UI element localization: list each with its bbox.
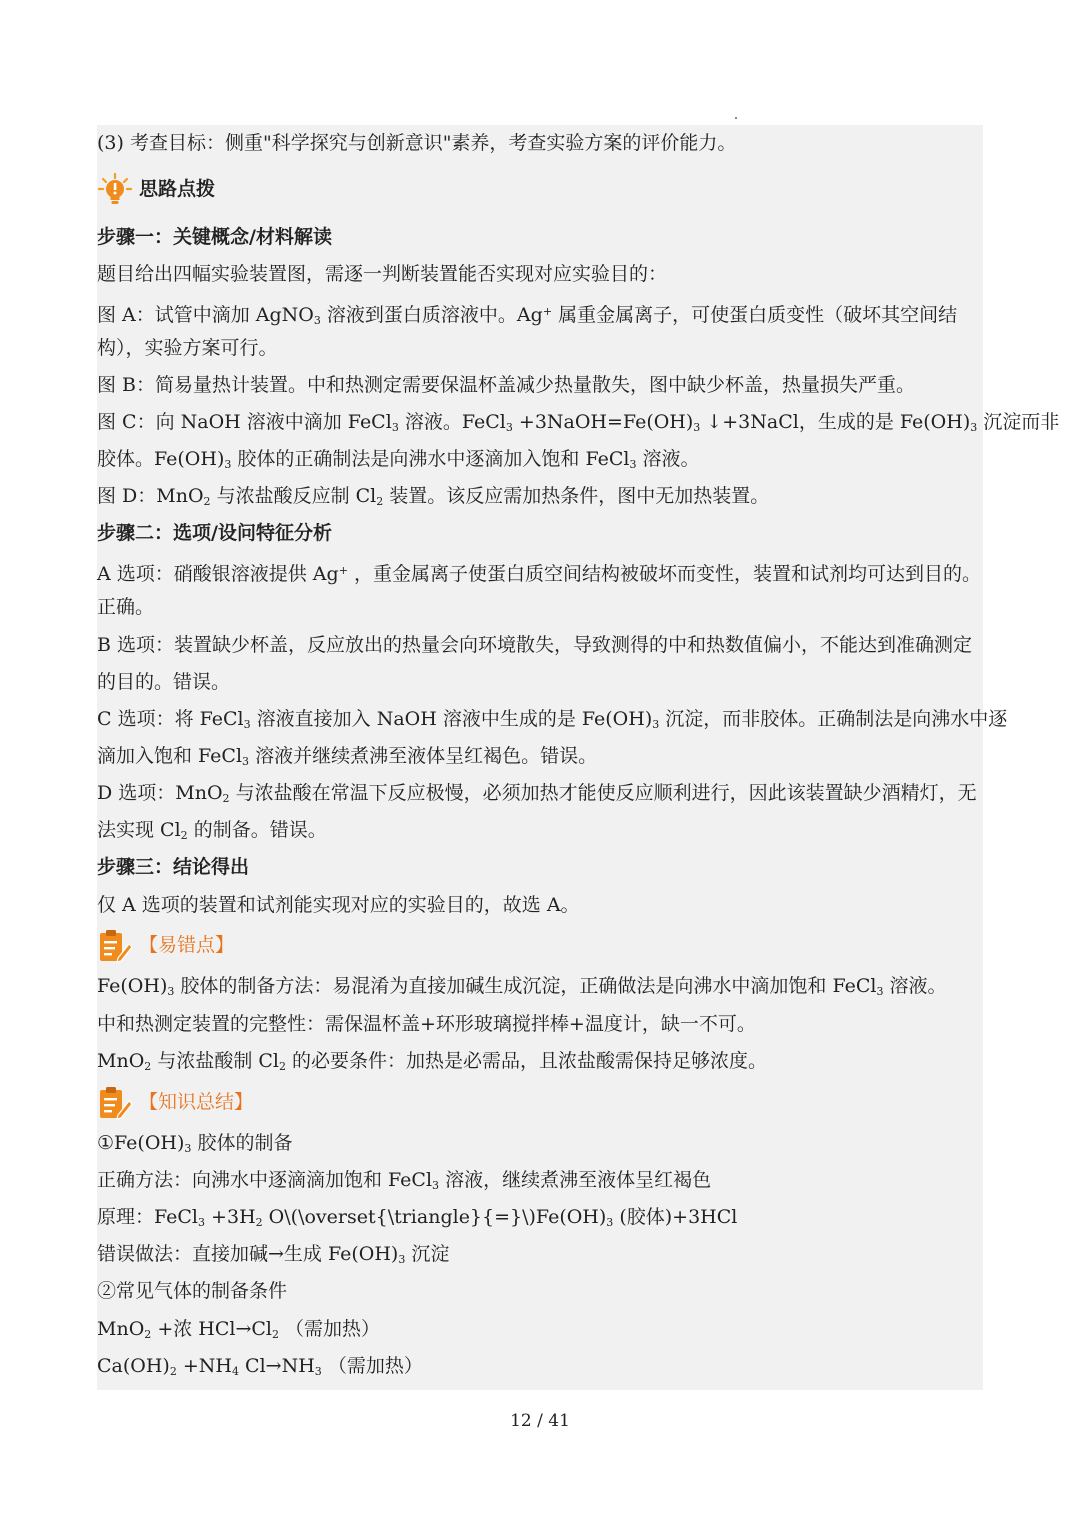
text-segment: 与浓盐酸在常温下反应极慢，必须加热才能使反应顺利进行，因此该装置缺少酒精灯，无 — [229, 782, 977, 804]
text-line — [97, 775, 983, 812]
text-segment: 步骤一：关键概念/材料解读 — [97, 226, 332, 248]
text-segment: +浓 HCl→Cl — [151, 1318, 272, 1340]
text-segment: A 选项：硝酸银溶液提供 Ag — [97, 563, 339, 585]
stray-dot — [735, 117, 737, 119]
text-line — [97, 125, 983, 162]
text-segment: D 选项：MnO — [97, 782, 223, 804]
text-segment: 3 — [167, 985, 175, 998]
text-segment: +NH — [176, 1355, 232, 1377]
text-segment: 2 — [272, 1328, 279, 1341]
text-segment: 3 — [398, 1253, 406, 1266]
text-segment: ②常见气体的制备条件 — [97, 1280, 288, 1302]
section-heading-label: 【易错点】 — [139, 934, 235, 956]
text-line — [97, 589, 983, 626]
text-segment: + — [542, 305, 553, 318]
text-segment: ①Fe(OH) — [97, 1132, 185, 1154]
text-segment: 正确方法：向沸水中逐滴滴加饱和 FeCl — [97, 1169, 433, 1191]
text-line — [97, 1125, 983, 1162]
section-heading — [97, 171, 983, 208]
text-segment: 胶体的制备方法：易混淆为直接加碱生成沉淀，正确做法是向沸水中滴加饱和 FeCl — [174, 975, 877, 997]
text-segment: 3 — [652, 718, 660, 731]
text-segment: O\(\overset{\triangle}{=}\)Fe(OH) — [262, 1206, 607, 1228]
text-line — [97, 701, 1008, 738]
text-line — [97, 1006, 983, 1043]
text-segment: 3 — [606, 1216, 614, 1229]
text-segment: 滴加入饱和 FeCl — [97, 745, 243, 767]
text-segment: 错误做法：直接加碱→生成 Fe(OH) — [97, 1243, 399, 1265]
text-segment: 图 D：MnO — [97, 485, 204, 507]
text-segment: 正确。 — [97, 596, 155, 618]
text-line — [97, 968, 983, 1005]
text-segment: 3 — [242, 755, 250, 768]
text-segment: 与浓盐酸反应制 Cl — [210, 485, 377, 507]
text-segment: 3 — [505, 421, 513, 434]
text-segment: 的必要条件：加热是必需品，且浓盐酸需保持足够浓度。 — [285, 1050, 768, 1072]
text-line — [97, 1236, 983, 1273]
text-line — [97, 738, 983, 775]
text-segment: 溶液到蛋白质溶液中。Ag — [320, 304, 543, 326]
text-line — [97, 552, 983, 589]
text-line — [97, 812, 983, 849]
text-segment: （需加热） — [279, 1318, 381, 1340]
text-segment: 中和热测定装置的完整性：需保温杯盖+环形玻璃搅拌棒+温度计，缺一不可。 — [97, 1013, 756, 1035]
text-segment: （需加热） — [321, 1355, 423, 1377]
section-heading — [97, 1084, 983, 1121]
text-segment: 3 — [876, 985, 884, 998]
text-line — [97, 887, 983, 924]
text-segment: 3 — [198, 1216, 206, 1229]
text-segment: C 选项：将 FeCl — [97, 708, 244, 730]
text-segment: +3H — [205, 1206, 256, 1228]
text-segment: + — [338, 564, 348, 577]
section-heading-label: 【知识总结】 — [139, 1091, 254, 1113]
text-segment: 3 — [391, 421, 399, 434]
text-segment: B 选项：装置缺少杯盖，反应放出的热量会向环境散失，导致测得的中和热数值偏小，不能达到准确测定 — [97, 634, 973, 656]
text-segment: 3 — [314, 1365, 322, 1378]
text-segment: 3 — [970, 421, 978, 434]
text-segment: 2 — [144, 1328, 152, 1341]
text-segment: 图 A：试管中滴加 AgNO — [97, 304, 314, 326]
text-segment: 的目的。错误。 — [97, 671, 231, 693]
text-segment: 溶液直接加入 NaOH 溶液中生成的是 Fe(OH) — [250, 708, 653, 730]
text-segment: 胶体。Fe(OH) — [97, 448, 225, 470]
text-segment: 3 — [313, 314, 321, 327]
text-segment: 仅 A 选项的装置和试剂能实现对应的实验目的，故选 A。 — [97, 894, 580, 916]
text-segment: 2 — [255, 1216, 263, 1229]
text-line — [97, 441, 983, 478]
text-segment: 溶液。 — [883, 975, 947, 997]
notepad-pencil-icon — [97, 1085, 133, 1121]
text-segment: 3 — [224, 458, 232, 471]
text-line — [97, 293, 983, 330]
text-segment: 溶液。FeCl — [398, 411, 506, 433]
text-segment: ↓+3NaCl，生成的是 Fe(OH) — [700, 411, 971, 433]
text-segment: 2 — [222, 792, 230, 805]
text-segment: 2 — [278, 1060, 286, 1073]
text-segment: (胶体)+3HCl — [613, 1206, 738, 1228]
text-segment: 法实现 Cl — [97, 819, 181, 841]
text-line — [97, 404, 1060, 441]
text-segment: 与浓盐酸制 Cl — [151, 1050, 279, 1072]
text-segment: 胶体的正确制法是向沸水中逐滴加入饱和 FeCl — [231, 448, 630, 470]
text-segment: 3 — [243, 718, 251, 731]
section-heading-label: 思路点拨 — [139, 178, 216, 200]
text-segment: 溶液，继续煮沸至液体呈红褐色 — [439, 1169, 712, 1191]
notepad-pencil-icon — [97, 928, 133, 964]
text-segment: 3 — [629, 458, 637, 471]
text-segment: 2 — [203, 495, 211, 508]
step-heading — [97, 849, 983, 886]
text-segment: 构），实验方案可行。 — [97, 337, 278, 359]
text-segment: 3 — [184, 1142, 192, 1155]
text-line — [97, 1043, 983, 1080]
step-heading — [97, 515, 983, 552]
text-line — [97, 256, 983, 293]
text-line — [97, 1348, 983, 1385]
text-line — [97, 478, 983, 515]
text-segment: 图 C：向 NaOH 溶液中滴加 FeCl — [97, 411, 392, 433]
text-segment: 3 — [432, 1179, 440, 1192]
text-line — [97, 1199, 983, 1236]
section-heading — [97, 927, 983, 964]
text-segment: Cl→NH — [239, 1355, 315, 1377]
text-segment: 2 — [144, 1060, 152, 1073]
text-segment: 步骤三：结论得出 — [97, 856, 250, 878]
text-segment: MnO — [97, 1318, 145, 1340]
text-line — [97, 627, 983, 664]
text-segment: 3 — [693, 421, 701, 434]
text-segment: 溶液。 — [636, 448, 700, 470]
text-line — [97, 1311, 983, 1348]
text-segment: Fe(OH) — [97, 975, 168, 997]
text-segment: MnO — [97, 1050, 145, 1072]
text-segment: 装置。该反应需加热条件，图中无加热装置。 — [383, 485, 770, 507]
text-segment: 题目给出四幅实验装置图，需逐一判断装置能否实现对应实验目的： — [97, 263, 668, 285]
text-line — [97, 367, 983, 404]
text-segment: 沉淀而非 — [977, 411, 1060, 433]
text-segment: (3) 考查目标：侧重"科学探究与创新意识"素养，考查实验方案的评价能力。 — [97, 132, 737, 154]
text-line — [97, 1162, 983, 1199]
text-segment: 溶液并继续煮沸至液体呈红褐色。错误。 — [249, 745, 598, 767]
text-segment: 属重金属离子，可使蛋白质变性（破坏其空间结 — [552, 304, 958, 326]
text-segment: 沉淀，而非胶体。正确制法是向沸水中逐 — [659, 708, 1008, 730]
text-segment: 图 B：简易量热计装置。中和热测定需要保温杯盖减少热量散失，图中缺少杯盖，热量损失严重。 — [97, 374, 916, 396]
text-segment: 的制备。错误。 — [187, 819, 327, 841]
text-segment: Ca(OH) — [97, 1355, 170, 1377]
text-segment: 4 — [232, 1365, 239, 1378]
text-segment: 步骤二：选项/设问特征分析 — [97, 522, 332, 544]
text-segment: 2 — [180, 829, 188, 842]
text-segment: 2 — [169, 1365, 177, 1378]
text-segment: 胶体的制备 — [191, 1132, 293, 1154]
text-segment: ，重金属离子使蛋白质空间结构被破坏而变性，装置和试剂均可达到目的。 — [347, 563, 981, 585]
lightbulb-icon — [97, 172, 133, 208]
text-line — [97, 330, 983, 367]
text-line — [97, 664, 983, 701]
page-number: 12 / 41 — [510, 1411, 570, 1431]
text-line — [97, 1273, 983, 1310]
text-segment: 沉淀 — [405, 1243, 450, 1265]
text-segment: 原理：FeCl — [97, 1206, 199, 1228]
text-segment: +3NaOH=Fe(OH) — [512, 411, 694, 433]
step-heading — [97, 219, 983, 256]
text-segment: 2 — [376, 495, 384, 508]
